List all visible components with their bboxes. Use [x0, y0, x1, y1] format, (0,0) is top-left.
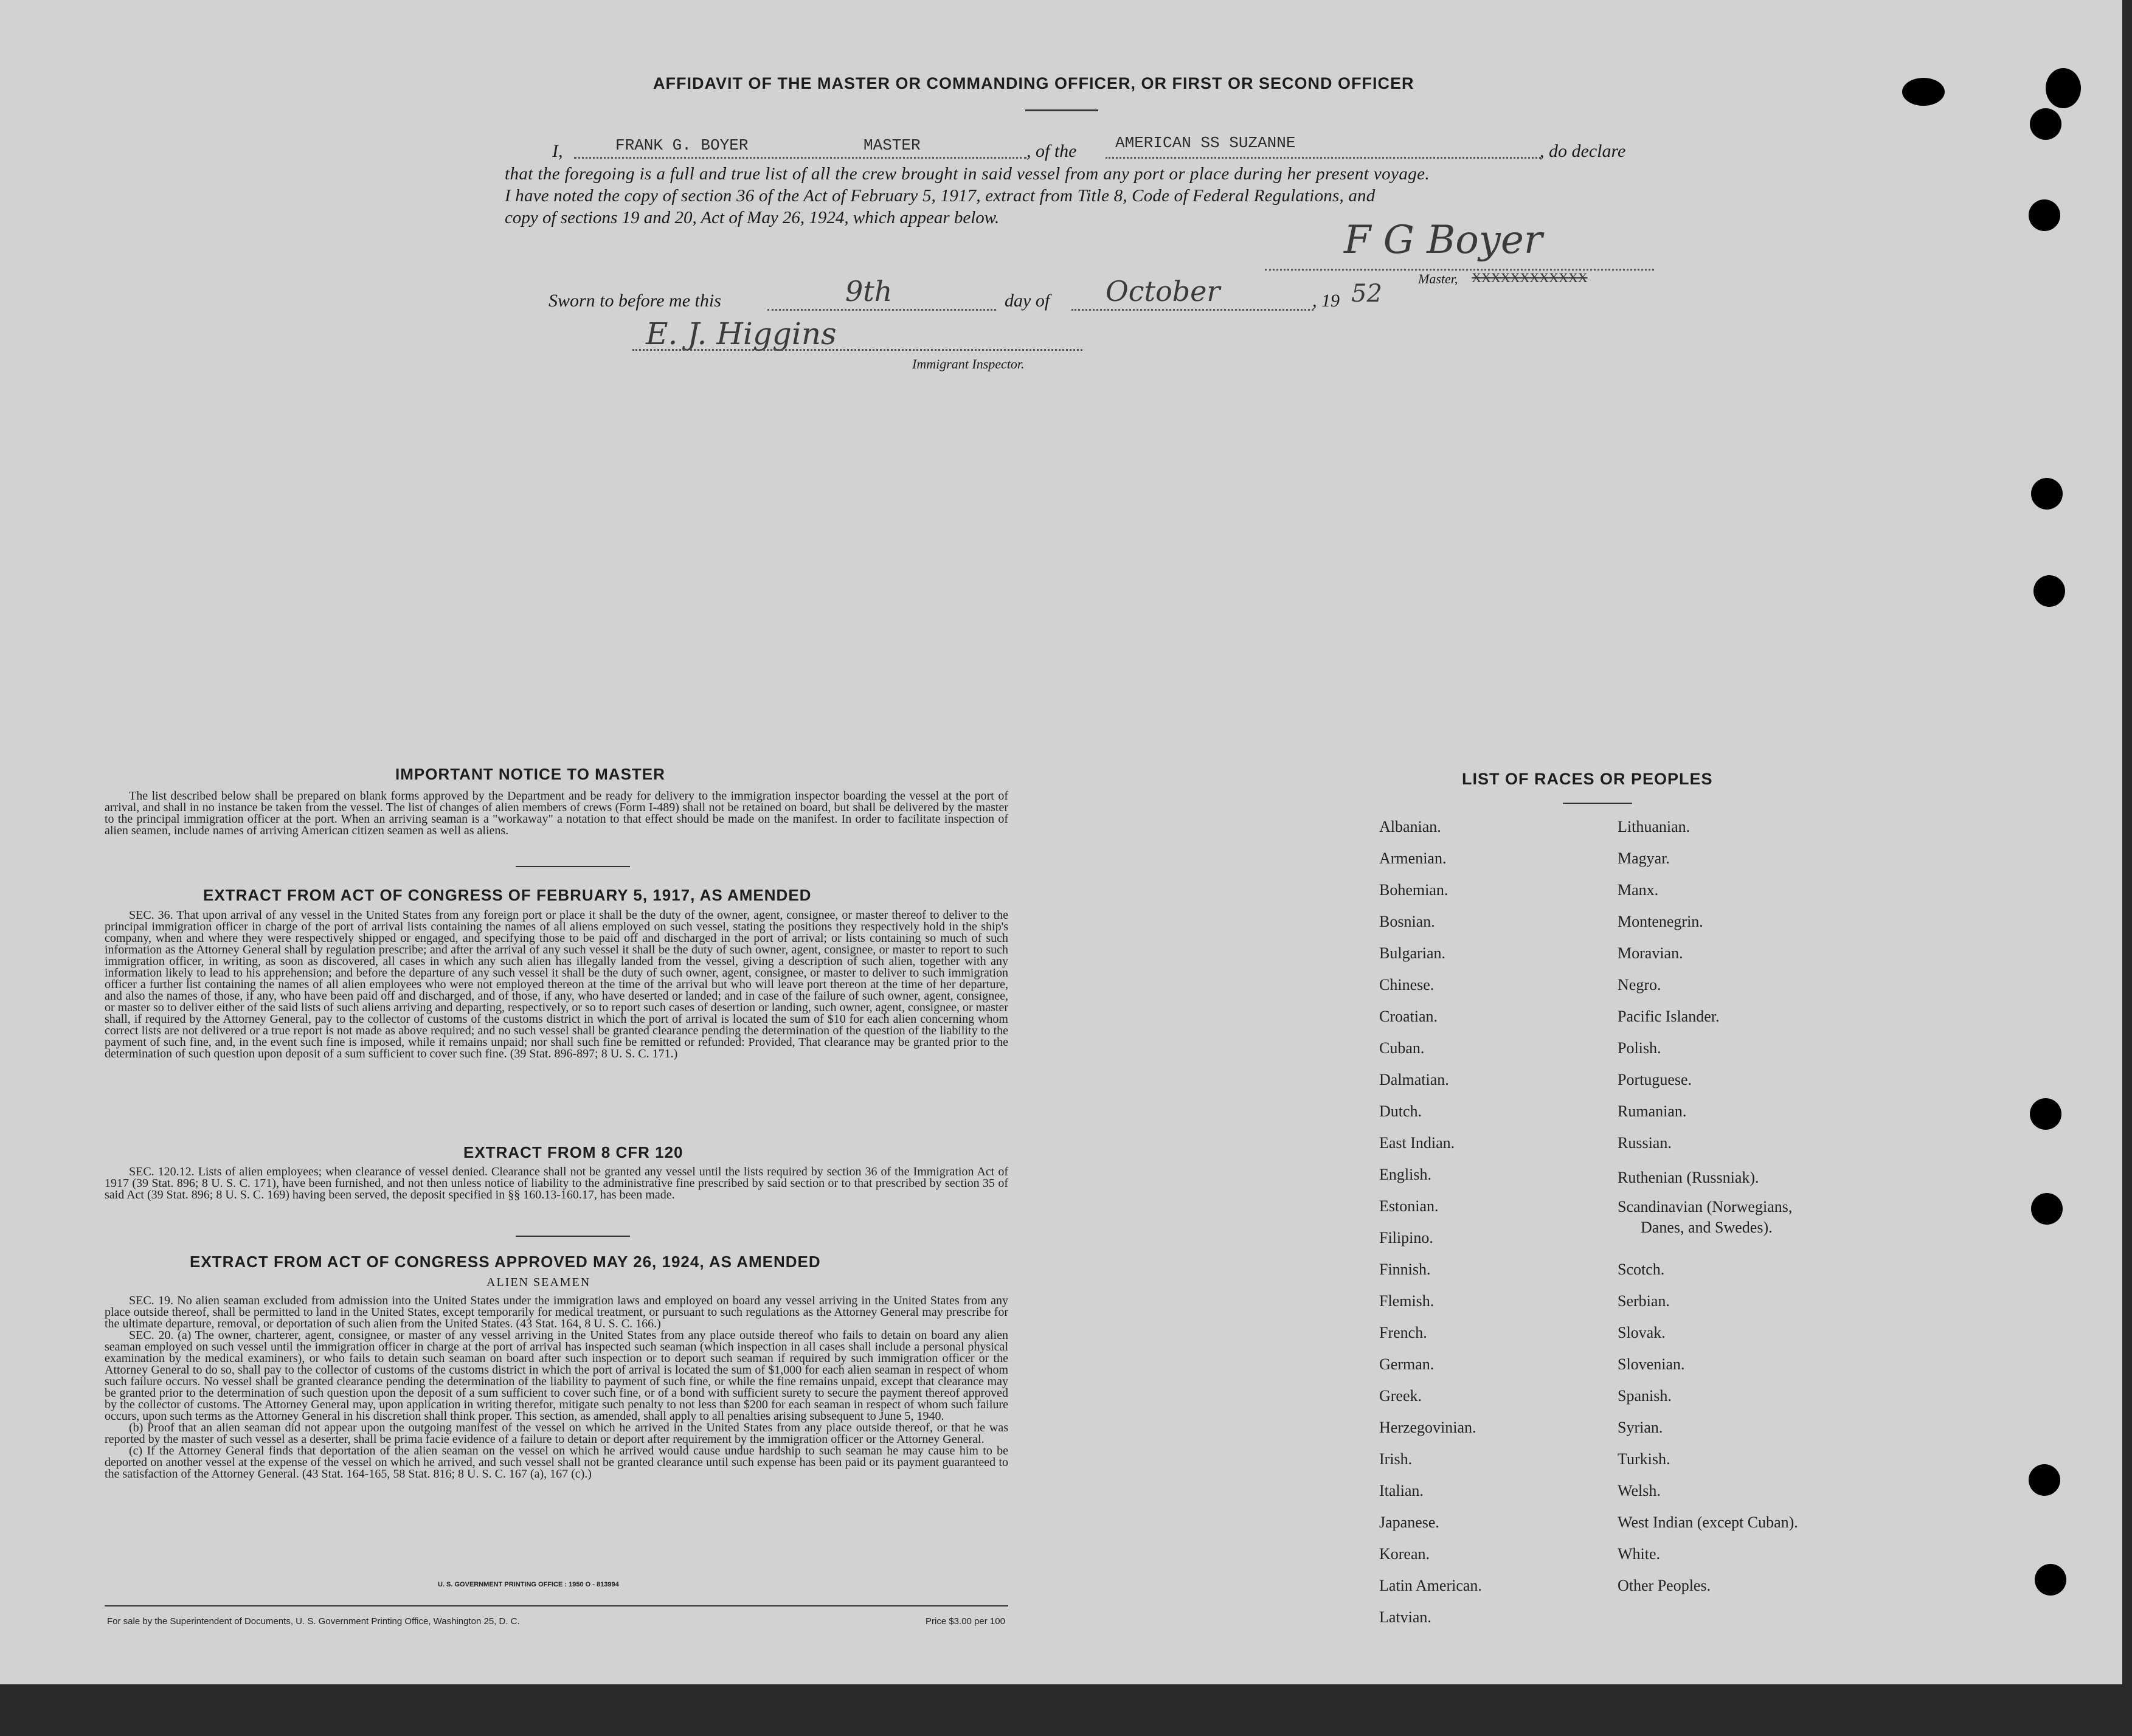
- notice-text: [105, 790, 1008, 837]
- sec-20a-paragraph: SEC. 20. (a) The owner, charterer, agent, consignee, or master of any vessel arriving in the United States from any place outside thereof who fails to detain on board any alien seaman employed on such vessel until the immigration officer in charge at the port of arrival has inspected such seaman (which inspection in all cases shall include a personal physical examination by the medical examiners), or who fails to detain such seaman on board after such inspection or to deport such seaman if required by such immigration officer or the Attorney General to do so, shall pay to the collector of customs of the customs district in which the port of arrival is located the sum of $1,000 for each alien seaman in respect of whom such failure occurs. No vessel shall be granted clearance pending the determination of the liability to payment of such fine, or while the fine remains unpaid, except that clearance may be granted prior to the determination of such question upon the deposit of a sum sufficient to cover such fine, or of a bond with sufficient surety to secure the payment thereof approved by the collector of customs. The Attorney General may, upon application in writing therefor, mitigate such penalty to not less than $200 for each seaman in respect of whom such failure occurs, upon such terms as the Attorney General in his discretion shall think proper. This section, as amended, shall apply to all penalties arising subsequent to June 5, 1940.: [105, 1329, 1008, 1423]
- race-item: Croatian.: [1379, 1008, 1438, 1025]
- race-item: Latvian.: [1379, 1608, 1431, 1626]
- punch-hole-7: [2029, 1464, 2060, 1496]
- master-signature: F G Boyer: [1344, 218, 1543, 263]
- master-label: Master,: [1418, 271, 1458, 286]
- name-value: FRANK G. BOYER: [615, 136, 749, 154]
- race-item: Chinese.: [1379, 976, 1435, 994]
- race-item: Italian.: [1379, 1482, 1424, 1499]
- race-item: Greek.: [1379, 1387, 1422, 1405]
- race-item: Ruthenian (Russniak).: [1618, 1169, 1759, 1186]
- races-column-1: [1379, 811, 1482, 1633]
- year-value: 52: [1351, 280, 1382, 308]
- race-item: Serbian.: [1618, 1292, 1670, 1310]
- sec-19-paragraph: SEC. 19. No alien seaman excluded from admission into the United States under the immigration laws and employed on board any vessel arriving in the United States from any place outside thereof, shall be permitted to land in the United States, except temporarily for medical treatment, or pursuant to such regulations as the Attorney General may prescribe for the ultimate departure, removal, or deportation of such alien from the United States. (43 Stat. 164, 8 U. S. C. 166.): [105, 1294, 1008, 1330]
- race-item: Japanese.: [1379, 1513, 1439, 1531]
- year-prefix: , 19: [1312, 291, 1340, 311]
- race-item: Portuguese.: [1618, 1071, 1692, 1088]
- punch-hole-2: [2029, 199, 2060, 231]
- ink-blot: [1902, 78, 1945, 106]
- race-item: Magyar.: [1618, 849, 1670, 867]
- extract-1924-title: EXTRACT FROM ACT OF CONGRESS APPROVED MAY 26, 1924, AS AMENDED: [190, 1253, 821, 1271]
- affidavit-title-rule: [1025, 109, 1098, 111]
- punch-hole-4: [2033, 575, 2065, 607]
- extract-1917-title: EXTRACT FROM ACT OF CONGRESS OF FEBRUARY 5, 1917, AS AMENDED: [203, 886, 812, 904]
- race-item: Turkish.: [1618, 1450, 1670, 1468]
- race-item: Dalmatian.: [1379, 1071, 1449, 1088]
- races-title: LIST OF RACES OR PEOPLES: [1462, 770, 1713, 788]
- extract-cfr-text: [105, 1166, 1008, 1201]
- sec-20b-paragraph: (b) Proof that an alien seaman did not appear upon the outgoing manifest of the vessel on which he arrived in the United States from any place outside thereof, or that he was reported by the master of such vessel as a deserter, shall be prima facie evidence of a failure to detain or deport after requirement by the immigration officer or the Attorney General.: [105, 1421, 1008, 1446]
- footer-right: Price $3.00 per 100: [926, 1616, 1005, 1627]
- race-item: Bosnian.: [1379, 913, 1435, 930]
- alien-seamen-subtitle: ALIEN SEAMEN: [486, 1276, 591, 1289]
- race-item: Cuban.: [1379, 1039, 1425, 1057]
- affidavit-body-line-3: copy of sections 19 and 20, Act of May 26, 1924, which appear below.: [505, 208, 1000, 227]
- race-item: West Indian (except Cuban).: [1618, 1513, 1798, 1531]
- extract-1917-paragraph: SEC. 36. That upon arrival of any vessel in the United States from any foreign port or place it shall be the duty of the owner, agent, consignee, or master thereof to deliver to the principal immigration officer in charge of the port of arrival lists containing the names of all aliens employed on such vessel, stating the positions they respectively hold in the ship's company, when and where they were respectively shipped or engaged, and specifying those to be paid off and discharged in the port of arrival; or lists containing so much of such information as the Attorney General shall by regulation prescribe; and after the arrival of any such vessel it shall be the duty of such owner, agent, consignee, or master to report to such immigration officer, in writing, as soon as discovered, all cases in which any such alien has illegally landed from the vessel, giving a description of such alien, together with any information likely to lead to his apprehension; and before the departure of any such vessel it shall be the duty of such owner, agent, consignee, or master to deliver to such immigration officer a further list containing the names of all alien employees who were not employed thereon at the time of the arrival but who will leave port thereon at the time of her departure, and also the names of those, if any, who have been paid off and discharged, and of those, if any, who have deserted or landed; and in case of the failure of such owner, agent, consignee, or master so to deliver either of the said lists of such aliens arriving and departing, respectively, or so to report such cases of desertion or landing, such owner, agent, consignee, or master shall, if required by the Attorney General, pay to the collector of customs of the customs district in which the port of arrival is located the sum of $10 for each alien concerning whom correct lists are not delivered or a true report is not made as above required; and no such vessel shall be granted clearance pending the determination of the question of the liability to the payment of such fine, and, in the event such fine is imposed, while it remains unpaid; nor shall such fine be remitted or refunded: Provided, That clearance may be granted prior to the determination of such question upon deposit of a sum sufficient to cover such fine. (39 Stat. 896-897; 8 U. S. C. 171.): [105, 908, 1008, 1060]
- notice-title: IMPORTANT NOTICE TO MASTER: [395, 765, 665, 783]
- extract-cfr-paragraph: SEC. 120.12. Lists of alien employees; when clearance of vessel denied. Clearance shall not be granted any vessel until the lists required by section 36 of the Immigration Act of 1917 (39 Stat. 896; 8 U. S. C. 171), have been furnished, and not then unless notice of liability to the administrative fine prescribed by said section or to that prescribed by section 35 of said Act (39 Stat. 896; 8 U. S. C. 169) having been served, the deposit specified in §§ 160.13-160.17, has been made.: [105, 1165, 1008, 1202]
- race-item: Herzegovinian.: [1379, 1419, 1476, 1436]
- race-item: Lithuanian.: [1618, 818, 1691, 835]
- race-item: Danes, and Swedes).: [1641, 1219, 1773, 1236]
- notice-paragraph: The list described below shall be prepared on blank forms approved by the Department and be ready for delivery to the immigration inspector boarding the vessel at the port of arrival, and shall in no instance be taken from the vessel. The list of changes of alien members of crews (Form I-489) shall not be retained on board, but shall be delivered by the master to the principal immigration officer at the port. When an arriving seaman is a "workaway" a notation to that effect should be made on the manifest. In order to facilitate inspection of alien seamen, include names of arriving American citizen seamen as well as aliens.: [105, 789, 1008, 837]
- race-item: Rumanian.: [1618, 1102, 1687, 1120]
- extract-1917-text: [105, 910, 1008, 1060]
- race-item: Slovenian.: [1618, 1355, 1685, 1373]
- race-item: Scandinavian (Norwegians,: [1618, 1198, 1793, 1216]
- master-struck-text: XXXXXXXXXXXX: [1472, 270, 1588, 285]
- race-item: French.: [1379, 1324, 1427, 1341]
- race-item: Spanish.: [1618, 1387, 1672, 1405]
- inspector-signature: E. J. Higgins: [646, 316, 837, 351]
- ink-blot-2: [2046, 68, 2081, 108]
- race-item: Finnish.: [1379, 1261, 1431, 1278]
- vessel-value: AMERICAN SS SUZANNE: [1115, 134, 1296, 152]
- race-item: Latin American.: [1379, 1577, 1482, 1594]
- affidavit-body-line-2: I have noted the copy of section 36 of the Act of February 5, 1917, extract from Title 8, Code of Federal Regulations, and: [505, 186, 1376, 206]
- race-item: Welsh.: [1618, 1482, 1661, 1499]
- affidavit-title: AFFIDAVIT OF THE MASTER OR COMMANDING OFFICER, OR FIRST OR SECOND OFFICER: [653, 74, 1414, 92]
- affidavit-body-line-1: that the foregoing is a full and true list of all the crew brought in said vessel from any port or place during her present voyage.: [505, 164, 1430, 184]
- gpo-line: U. S. GOVERNMENT PRINTING OFFICE : 1950 O - 813994: [438, 1581, 619, 1588]
- inspector-label: Immigrant Inspector.: [912, 356, 1025, 372]
- day-value: 9th: [845, 275, 893, 308]
- race-item: Manx.: [1618, 881, 1659, 899]
- day-of-label: day of: [1005, 291, 1050, 311]
- extract-1924-text: [105, 1295, 1008, 1480]
- footer-left: For sale by the Superintendent of Documents, U. S. Government Printing Office, Washington 25, D. C.: [107, 1616, 520, 1627]
- extract-cfr-title: EXTRACT FROM 8 CFR 120: [463, 1143, 684, 1161]
- race-item: Bulgarian.: [1379, 944, 1446, 962]
- month-line: [1071, 309, 1313, 311]
- punch-hole-5: [2030, 1098, 2061, 1130]
- notice-rule: [516, 866, 630, 867]
- of-the-label: , of the: [1026, 141, 1077, 161]
- race-item: Other Peoples.: [1618, 1577, 1711, 1594]
- race-item: Armenian.: [1379, 849, 1447, 867]
- cfr-rule: [516, 1236, 630, 1237]
- i-label: I,: [552, 141, 563, 161]
- race-item: Filipino.: [1379, 1229, 1433, 1247]
- punch-hole-3: [2031, 478, 2063, 510]
- master-signature-line: [1265, 269, 1654, 271]
- race-item: White.: [1618, 1545, 1661, 1563]
- punch-hole-8: [2035, 1564, 2066, 1596]
- race-item: East Indian.: [1379, 1134, 1455, 1152]
- race-item: Polish.: [1618, 1039, 1661, 1057]
- race-item: Estonian.: [1379, 1197, 1439, 1215]
- rank-value: MASTER: [864, 136, 921, 154]
- race-item: Scotch.: [1618, 1261, 1665, 1278]
- punch-hole-6: [2031, 1193, 2063, 1225]
- race-item: German.: [1379, 1355, 1435, 1373]
- name-line: [574, 157, 1026, 159]
- race-item: Russian.: [1618, 1134, 1672, 1152]
- race-item: Moravian.: [1618, 944, 1683, 962]
- declare-label: , do declare: [1540, 141, 1626, 161]
- race-item: Montenegrin.: [1618, 913, 1703, 930]
- sworn-label: Sworn to before me this: [549, 291, 721, 311]
- races-title-rule: [1563, 803, 1632, 804]
- race-item: Irish.: [1379, 1450, 1413, 1468]
- inspector-line: [632, 349, 1082, 351]
- sec-20c-paragraph: (c) If the Attorney General finds that deportation of the alien seaman on the vessel on which he arrived would cause undue hardship to such seaman he may cause him to be deported on another vessel at the expense of the vessel on which he arrived, and such vessel shall not be granted clearance until such expense has been paid or its payment guaranteed to the satisfaction of the Attorney General. (43 Stat. 164-165, 58 Stat. 816; 8 U. S. C. 167 (a), 167 (c).): [105, 1444, 1008, 1481]
- footer-rule: [105, 1605, 1008, 1606]
- punch-hole-1: [2030, 108, 2061, 140]
- month-value: October: [1106, 275, 1220, 308]
- race-item: Slovak.: [1618, 1324, 1666, 1341]
- race-item: Pacific Islander.: [1618, 1008, 1720, 1025]
- races-column-2: [1618, 811, 1798, 1602]
- race-item: Bohemian.: [1379, 881, 1448, 899]
- race-item: Negro.: [1618, 976, 1661, 994]
- race-item: Flemish.: [1379, 1292, 1435, 1310]
- race-item: Dutch.: [1379, 1102, 1422, 1120]
- vessel-line: [1106, 157, 1541, 159]
- race-item: Korean.: [1379, 1545, 1430, 1563]
- race-item: Syrian.: [1618, 1419, 1663, 1436]
- race-item: English.: [1379, 1166, 1431, 1183]
- day-line: [767, 309, 996, 311]
- race-item: Albanian.: [1379, 818, 1441, 835]
